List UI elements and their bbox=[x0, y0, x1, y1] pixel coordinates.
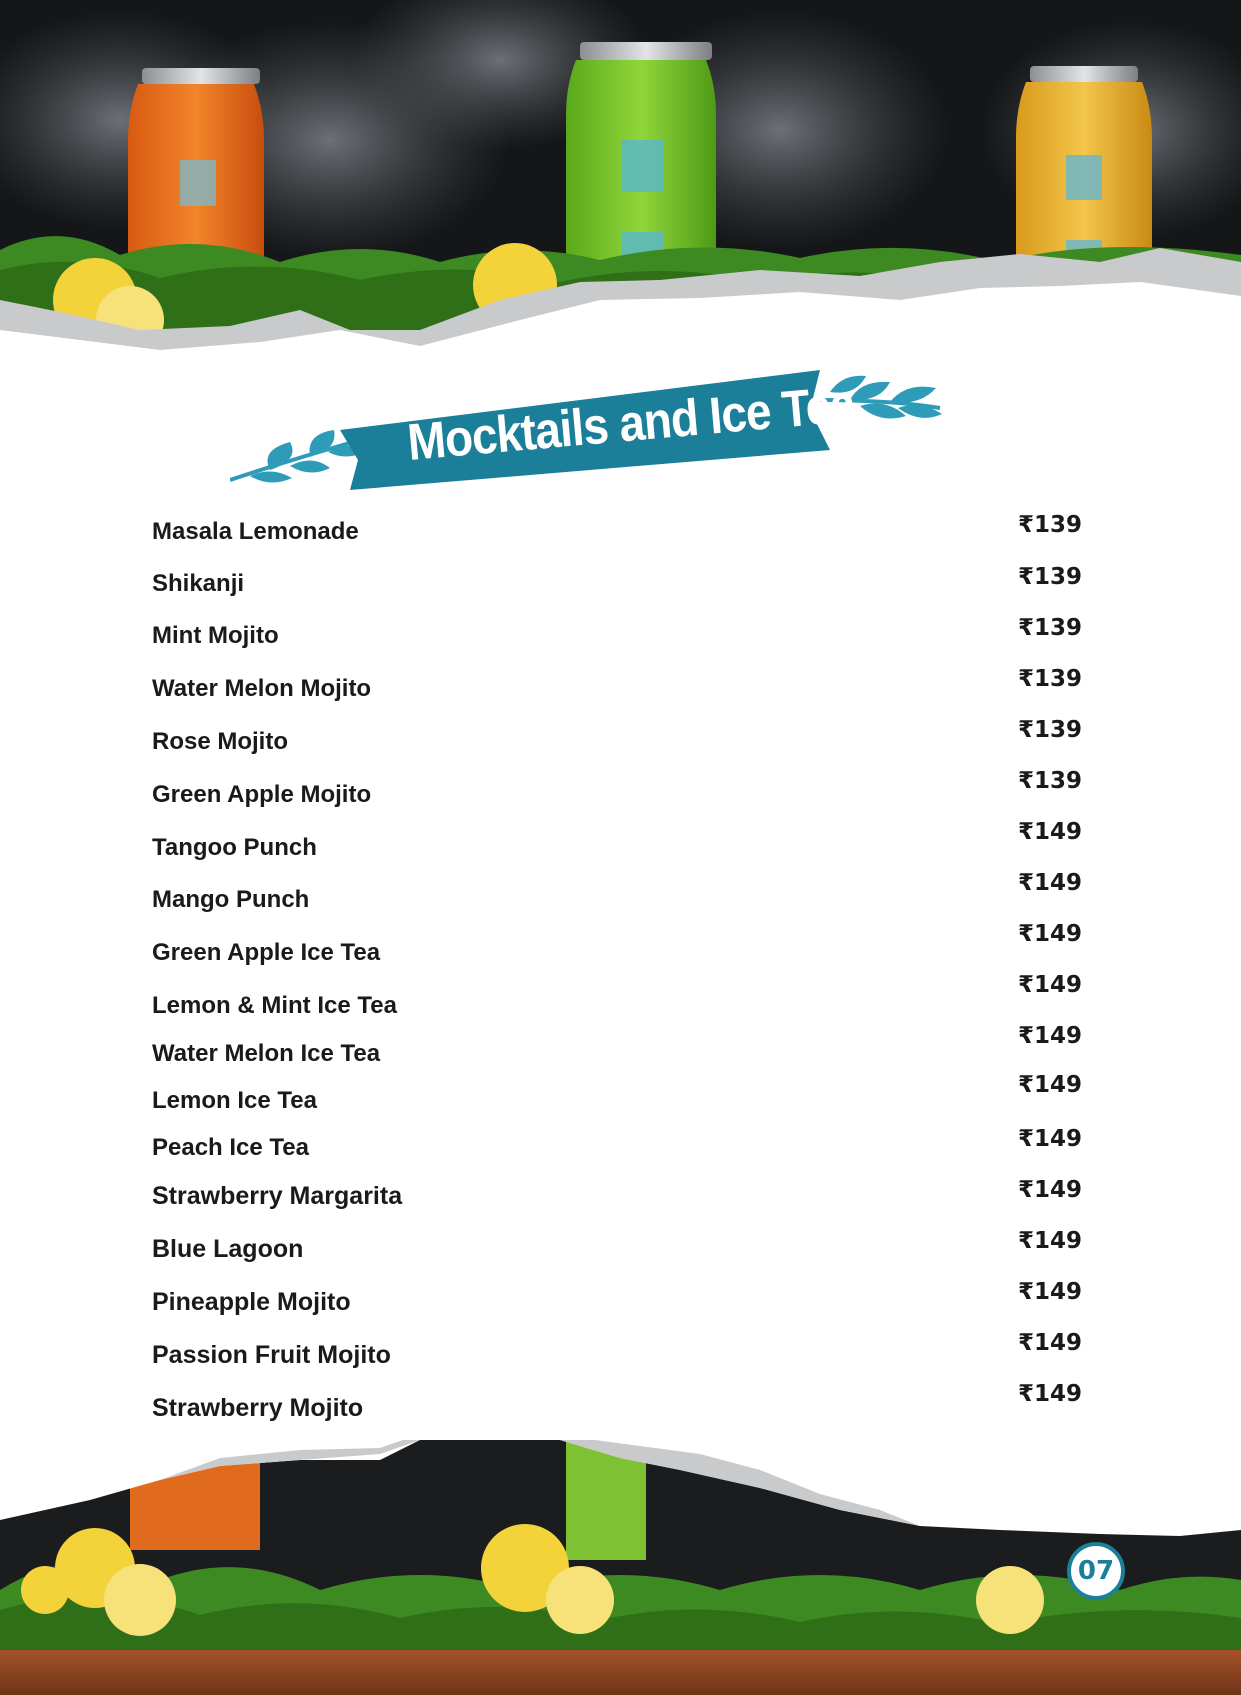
menu-item-price: ₹149 bbox=[1017, 1279, 1082, 1305]
menu-item-price: ₹139 bbox=[1017, 564, 1082, 590]
menu-item-name: Rose Mojito bbox=[152, 728, 288, 755]
menu-item-name: Strawberry Mojito bbox=[152, 1394, 364, 1422]
menu-item-price: ₹149 bbox=[1017, 1023, 1082, 1049]
mint-lemon-footer-photo bbox=[0, 1440, 1241, 1695]
menu-item-price: ₹139 bbox=[1017, 512, 1082, 538]
menu-item-price: ₹139 bbox=[1017, 768, 1082, 794]
menu-item-price: ₹149 bbox=[1017, 1177, 1082, 1203]
menu-item-name: Green Apple Mojito bbox=[152, 781, 372, 808]
menu-item-name: Mango Punch bbox=[152, 886, 310, 913]
menu-item-name: Strawberry Margarita bbox=[152, 1182, 403, 1210]
menu-item-price: ₹139 bbox=[1017, 615, 1082, 641]
menu-item-price: ₹139 bbox=[1017, 666, 1082, 692]
menu-item-name: Peach Ice Tea bbox=[152, 1134, 309, 1161]
menu-item-name: Water Melon Mojito bbox=[152, 675, 372, 702]
drinks-header-photo bbox=[0, 0, 1241, 370]
menu-item-name: Pineapple Mojito bbox=[152, 1288, 351, 1316]
menu-item-name: Shikanji bbox=[152, 570, 245, 597]
menu-item-name: Green Apple Ice Tea bbox=[152, 939, 381, 966]
menu-item-name: Tangoo Punch bbox=[152, 834, 317, 861]
menu-item-price: ₹149 bbox=[1017, 1126, 1082, 1152]
menu-item-name: Blue Lagoon bbox=[152, 1235, 304, 1263]
menu-item-price: ₹149 bbox=[1017, 921, 1082, 947]
menu-item-name: Mint Mojito bbox=[152, 622, 279, 649]
menu-item-price: ₹149 bbox=[1017, 819, 1082, 845]
menu-item-name: Lemon Ice Tea bbox=[152, 1087, 317, 1114]
menu-item-name: Lemon & Mint Ice Tea bbox=[152, 992, 397, 1019]
page-number-badge: 07 bbox=[1067, 1542, 1125, 1600]
menu-item-name: Passion Fruit Mojito bbox=[152, 1341, 391, 1369]
menu-item-price: ₹149 bbox=[1017, 1072, 1082, 1098]
menu-item-price: ₹149 bbox=[1017, 870, 1082, 896]
menu-item-price: ₹149 bbox=[1017, 1330, 1082, 1356]
menu-item-price: ₹139 bbox=[1017, 717, 1082, 743]
menu-item-price: ₹149 bbox=[1017, 1381, 1082, 1407]
menu-item-name: Water Melon Ice Tea bbox=[152, 1040, 381, 1067]
menu-item-name: Masala Lemonade bbox=[152, 518, 359, 545]
menu-item-price: ₹149 bbox=[1017, 972, 1082, 998]
menu-item-price: ₹149 bbox=[1017, 1228, 1082, 1254]
page-title: Mocktails and Ice Tea bbox=[405, 374, 858, 472]
